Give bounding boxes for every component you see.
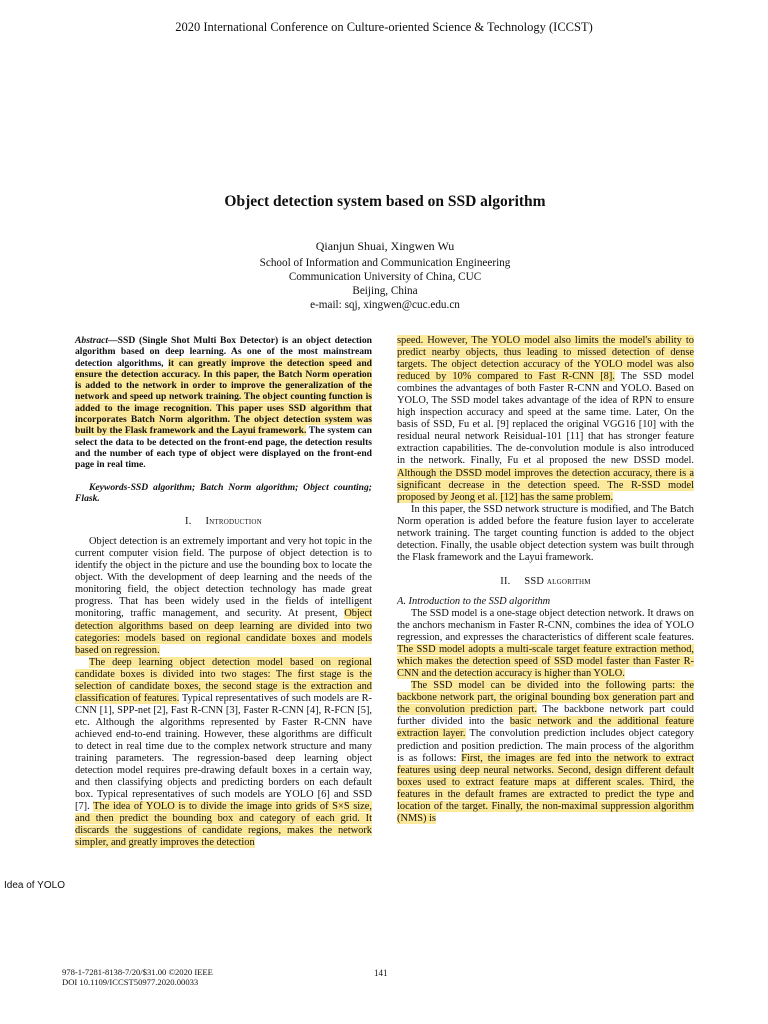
right-paragraph-1 [397, 335, 694, 504]
process-highlight: First, the images are fed into the network to extract features using deep neural networks. Second, design different default boxes used to extract feature maps at different scales. Third, the features in the default frames are extracted to predict the type and location of the target. Finally, the non-maximal suppression algorithm (NMS) is [397, 752, 694, 824]
author-block [0, 239, 768, 312]
footer-copyright [62, 967, 213, 987]
abstract-text-2: The system can select the data to be detected on the front-end page, the detection results and the number of each type of object were displayed on the front-end page in real time. [75, 425, 372, 471]
intro-p1-text: Object detection is an extremely important and very hot topic in the current computer vision field. The purpose of object detection is to identify the object in the picture and use the bounding box to locate the object. With the development of deep learning and the needs of the monitoring field, the object detection technology has made great progress. That has been widely used in the fields of intelligent monitoring, traffic management, and security. At present, [75, 536, 372, 620]
left-column [75, 335, 372, 849]
right-p1-highlight: speed. However, The YOLO model also limits the model's ability to predict nearby objects, thus leading to missed detection of dense targets. The object detection accuracy of the YOLO model was also reduced by 10% compared to Fast R-CNN [8]. [397, 335, 694, 383]
author-names: Qianjun Shuai, Xingwen Wu [315, 239, 455, 253]
margin-annotation: Idea of YOLO [4, 880, 65, 891]
section-heading-introduction [75, 516, 372, 528]
subsection-heading: A. Introduction to the SSD algorithm [397, 595, 551, 607]
ssd-p1-highlight: The SSD model adopts a multi-scale target feature extraction method, which makes the detection speed of SSD model faster than Faster R-CNN and the detection accuracy is higher than YOLO. [397, 644, 694, 680]
dssd-highlight: Although the DSSD model improves the detection accuracy, there is a significant decrease in the detection speed. The R-SSD model proposed by Jeong et al. [12] has the same problem. [397, 467, 694, 503]
footer-doi: DOI 10.1109/ICCST50977.2020.00033 [62, 977, 199, 987]
right-column [397, 335, 694, 825]
affiliation-school: School of Information and Communication Engineering [259, 257, 511, 269]
backbone-highlight: basic network and the additional feature extraction layer. [397, 716, 694, 740]
yolo-idea-highlight: The idea of YOLO is to divide the image into grids of S×S size, and then predict the bounding box and category of each grid. It discards the suggestions of candidate regions, makes the network simpler, and greatly improves the detection [75, 801, 372, 849]
ssd-p2-text: The backbone network part could further divided into the [397, 704, 694, 728]
ssd-paragraph-1 [397, 608, 694, 680]
keywords: Keywords-SSD algorithm; Batch Norm algorithm; Object counting; Flask. [75, 481, 372, 504]
intro-p2-highlight: The deep learning object detection model based on regional candidate boxes is divided into two stages: The first stage is the selection of candidate boxes, the second stage is the extraction and classification of features. [75, 656, 372, 704]
intro-p2-text: Typical representatives of such models are R-CNN [1], SPP-net [2], Fast R-CNN [3], Faster R-CNN [4], R-FCN [5], etc. Although the algorithms represented by Faster R-CNN have achieved end-to-end training. However, these algorithms are difficult to detect in real time due to the complex network structure and many training parameters. The regression-based deep learning object detection model requires pre-drawing default boxes in a certain way, and then classifying objects and predicting borders on each default box. Typical representatives of such models are YOLO [6] and SSD [7]. [75, 692, 373, 813]
section-number: II. [500, 575, 511, 587]
abstract-highlight: it can greatly improve the detection speed and ensure the detection accuracy. In this paper, the Batch Norm operation is added to the network in order to improve the generalization of the network and speed up network training. The object counting function is added to the image recognition. This paper uses SSD algorithm that incorporates Batch Norm algorithm. The object detection system was built by the Flask framework and the Layui framework. [75, 357, 372, 437]
footer-isbn: 978-1-7281-8138-7/20/$31.00 ©2020 IEEE [62, 967, 213, 977]
intro-paragraph-2 [75, 657, 372, 850]
abstract-text-1: —SSD (Single Shot Multi Box Detector) is an object detection algorithm based on deep learning. As one of the most mainstream detection algorithms, [75, 335, 372, 369]
conference-header: 2020 International Conference on Culture-oriented Science & Technology (ICCST) [175, 20, 593, 34]
ssd-p2-text-b: The convolution prediction includes object category prediction and position prediction. The main process of the algorithm is as follows: [397, 728, 694, 764]
section-heading-ssd [397, 576, 694, 588]
page-number: 141 [374, 968, 388, 978]
abstract-label: Abstract [75, 335, 109, 346]
paper-title: Object detection system based on SSD algorithm [224, 193, 546, 210]
author-email: e-mail: sqj, xingwen@cuc.edu.cn [310, 299, 460, 311]
right-paragraph-2: In this paper, the SSD network structure is modified, and The Batch Norm operation is added before the feature fusion layer to accelerate network training. The target counting function is added to the object detection. Finally, the usable object detection system was built through the Flask framework and the Layui framework. [397, 503, 694, 563]
ssd-p1-text: The SSD model is a one-stage object detection network. It draws on the anchors mechanism in Faster R-CNN, combines the idea of YOLO regression, and expresses the characteristics of different scale features. [397, 607, 694, 644]
author-location: Beijing, China [352, 285, 418, 297]
abstract [75, 335, 372, 471]
section-title: Introduction [205, 516, 262, 528]
affiliation-university: Communication University of China, CUC [288, 271, 482, 283]
section-title: SSD algorithm [524, 575, 591, 587]
ssd-p2-highlight: The SSD model can be divided into the following parts: the backbone network part, the original bounding box generation part and the convolution prediction part. [397, 680, 694, 716]
right-p1-text: The SSD model combines the advantages of both Faster R-CNN and YOLO. Based on YOLO, The SSD model takes advantage of the idea of RPN to ensure high inspection accuracy and speed at the same time. Later, On the basis of SSD, Fu et al. [9] replaced the original VGG16 [10] with the residual neural network Reisidual-101 [11] that has stronger feature extraction capabilities. The de-convolution module is also introduced in the network. Finally, Fu et al proposed the new DSSD model. [397, 371, 694, 467]
section-number: I. [185, 516, 192, 528]
intro-p1-highlight: Object detection algorithms based on deep learning are divided into two categories: models based on regional candidate boxes and models based on regression. [75, 608, 372, 656]
intro-paragraph-1 [75, 536, 372, 656]
ssd-paragraph-2 [397, 680, 694, 825]
